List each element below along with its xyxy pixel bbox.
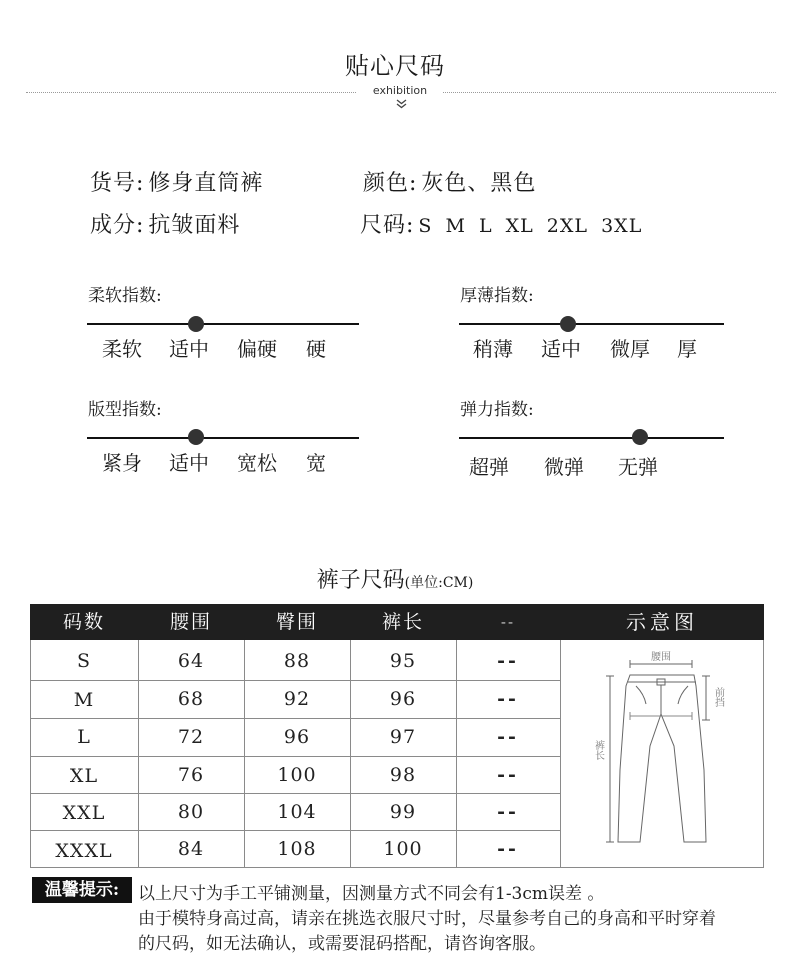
cell-size: M <box>73 689 95 711</box>
elasticity-scale-line <box>459 437 724 439</box>
item-sizes-value: S M L XL 2XL 3XL <box>418 215 643 237</box>
cell-waist: 68 <box>177 688 205 710</box>
item-material <box>90 208 240 239</box>
item-color-label: 颜色: <box>363 171 418 196</box>
tips-line: 的尺码，如无法确认，或需要混码搭配，请咨询客服。 <box>138 934 546 954</box>
size-table-title <box>0 563 790 594</box>
diagram-label-length: 裤长 <box>592 740 604 760</box>
elasticity-scale-title: 弹力指数: <box>460 400 534 420</box>
cell-length: 95 <box>389 650 417 672</box>
cell-size: XXXL <box>55 840 113 862</box>
size-table-unit: (单位:CM) <box>404 575 474 591</box>
softness-option: 硬 <box>306 337 326 361</box>
tips-badge: 温馨提示: <box>32 877 132 903</box>
column-header-length: 裤长 <box>381 611 424 633</box>
cell-hip: 96 <box>283 726 311 748</box>
cell-extra: -- <box>497 801 519 823</box>
thickness-option: 适中 <box>541 337 581 361</box>
fit-scale-line <box>87 437 359 439</box>
cell-extra: -- <box>497 688 519 710</box>
item-number <box>90 166 263 197</box>
item-material-value: 抗皱面料 <box>148 213 241 238</box>
elasticity-option: 超弹 <box>469 455 509 479</box>
cell-hip: 100 <box>277 764 317 786</box>
cell-length: 98 <box>389 764 417 786</box>
softness-option: 适中 <box>169 337 209 361</box>
fit-option: 紧身 <box>102 451 142 475</box>
softness-option: 柔软 <box>102 337 142 361</box>
cell-extra: -- <box>497 764 519 786</box>
fit-scale-marker <box>188 429 204 445</box>
cell-extra: -- <box>497 838 519 860</box>
tips-line: 由于模特身高过高，请亲在挑选衣服尺寸时，尽量参考自己的身高和平时穿着 <box>138 909 716 929</box>
thickness-scale-line <box>459 323 724 325</box>
fit-scale-title: 版型指数: <box>88 400 162 420</box>
cell-waist: 84 <box>177 838 205 860</box>
cell-length: 100 <box>383 838 423 860</box>
cell-size: S <box>76 650 92 672</box>
cell-length: 96 <box>389 688 417 710</box>
elasticity-option: 微弹 <box>544 455 584 479</box>
thickness-scale-marker <box>560 316 576 332</box>
diagram-label-waist: 腰围 <box>651 652 671 663</box>
cell-size: XL <box>69 765 99 787</box>
cell-size: L <box>77 726 91 748</box>
column-header-extra: -- <box>500 613 516 631</box>
cell-waist: 76 <box>177 764 205 786</box>
softness-option: 偏硬 <box>237 337 277 361</box>
cell-extra: -- <box>497 726 519 748</box>
item-color-value: 灰色、黑色 <box>421 171 537 196</box>
elasticity-option: 无弹 <box>618 455 658 479</box>
item-number-label: 货号: <box>90 171 145 196</box>
fit-option: 宽松 <box>237 451 277 475</box>
cell-hip: 108 <box>277 838 317 860</box>
softness-scale-marker <box>188 316 204 332</box>
cell-length: 97 <box>389 726 417 748</box>
cell-hip: 88 <box>283 650 311 672</box>
item-color <box>363 166 536 197</box>
column-header-hip: 臀围 <box>275 611 318 633</box>
thickness-option: 稍薄 <box>473 337 513 361</box>
column-header-waist: 腰围 <box>169 611 212 633</box>
cell-waist: 72 <box>177 726 205 748</box>
tips-line: 以上尺寸为手工平铺测量，因测量方式不同会有1-3cm误差 。 <box>138 884 605 904</box>
thickness-option: 厚 <box>677 337 697 361</box>
pants-measurement-diagram <box>560 642 764 866</box>
column-header-diagram: 示意图 <box>626 610 698 634</box>
dotted-divider-left <box>26 92 356 93</box>
cell-hip: 92 <box>283 688 311 710</box>
dotted-divider-right <box>443 92 776 93</box>
size-table-title-text: 裤子尺码 <box>316 568 405 593</box>
item-material-label: 成分: <box>90 213 145 238</box>
cell-length: 99 <box>389 801 417 823</box>
cell-extra: -- <box>497 650 519 672</box>
elasticity-scale-marker <box>632 429 648 445</box>
item-sizes-label: 尺码: <box>360 213 415 238</box>
item-number-value: 修身直筒裤 <box>148 171 264 196</box>
page-subtitle: exhibition <box>372 84 428 97</box>
fit-option: 适中 <box>169 451 209 475</box>
cell-waist: 64 <box>177 650 205 672</box>
column-header-size: 码数 <box>62 611 105 633</box>
thickness-option: 微厚 <box>610 337 650 361</box>
size-table-header <box>30 604 764 640</box>
cell-size: XXL <box>62 802 106 824</box>
softness-scale-title: 柔软指数: <box>88 286 162 306</box>
double-chevron-down-icon <box>396 99 407 110</box>
cell-waist: 80 <box>177 801 205 823</box>
thickness-scale-title: 厚薄指数: <box>460 286 534 306</box>
item-sizes <box>360 208 642 239</box>
softness-scale-line <box>87 323 359 325</box>
diagram-label-rise: 前挡 <box>712 687 724 707</box>
cell-hip: 104 <box>277 801 317 823</box>
page-title: 贴心尺码 <box>345 52 445 80</box>
fit-option: 宽 <box>306 451 326 475</box>
